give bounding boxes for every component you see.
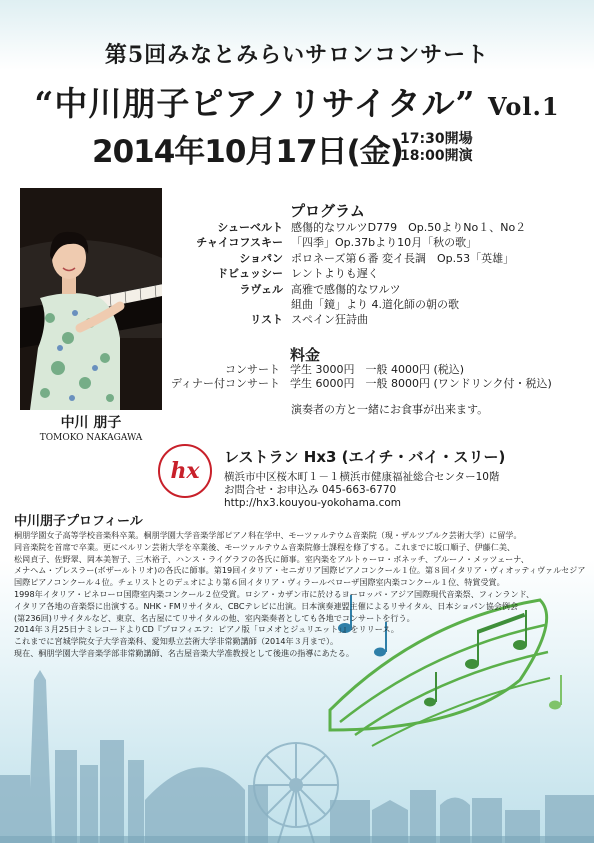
work: 高雅で感傷的なワルツ: [291, 282, 401, 296]
restaurant-logo: [158, 444, 212, 498]
open-time: 17:30開場: [400, 131, 473, 147]
profile-line: イタリア各地の音楽祭に出演する。NHK・FMリサイタル、CBCテレビに出演。日本演奏連盟主催によるリサイタル、日本ショパン協会例会: [14, 600, 519, 611]
profile-line: 同音楽院を首席で卒業。更にベルリン芸術大学を卒業後、モーツァルテウム音楽院修士課程を修了する。これまでに坂口順子、伊藤仁美、: [14, 541, 516, 552]
recital-title: [0, 78, 594, 125]
concert-series-subtitle: 第5回みなとみらいサロンコンサート: [104, 42, 490, 68]
work: 感傷的なワルツD779 Op.50よりNo１、No２: [291, 221, 527, 234]
fee-list: [168, 363, 552, 391]
program-heading: プログラム: [290, 202, 365, 220]
concert-date: 2014年10月17日(金): [92, 134, 403, 170]
program-item: [168, 266, 526, 281]
start-time: 18:00開演: [400, 148, 473, 164]
venue-address: 横浜市中区桜木町１－１横浜市健康福祉総合センター10階: [224, 471, 500, 483]
work: スペイン狂詩曲: [291, 313, 368, 327]
profile-line: 1998年イタリア・ピネローロ国際室内楽コンクール２位受賞。ロシア・カザン市に於けるヨーロッパ・アジア国際現代音楽祭、フィンランド、: [14, 588, 535, 599]
profile-line: 松岡貞子、佐野翠、岡本美智子、三木裕子、ハンス・ライグラフの各氏に師事。室内楽をアルトゥーロ・ボネッチ、ブルーノ・メッツェーナ、: [14, 553, 529, 564]
work: ポロネーズ第６番 変イ長調 Op.53「英雄」: [291, 251, 515, 265]
performer-at-piano-illustration: [20, 188, 162, 410]
profile-line: メナヘム・プレスラー(ボザールトリオ)の各氏に師事。第19回イタリア・セニガリア国際ピアノコンクール１位。第８回イタリア・ヴィオッティヴァルセジア: [14, 565, 586, 576]
work: 「四季」Op.37bより10月「秋の歌」: [291, 236, 478, 250]
fee-value: 学生 6000円 一般 8000円 (ワンドリンク付・税込): [290, 377, 552, 390]
venue-name: レストラン Hx3 (エイチ・バイ・スリー): [224, 448, 506, 466]
program-list: [168, 220, 526, 328]
composer: チャイコフスキー: [196, 236, 283, 250]
fee-note: 演奏者の方と一緒にお食事が出来ます。: [291, 403, 489, 416]
composer: ドビュッシー: [217, 267, 283, 281]
volume-label: Vol.1: [487, 92, 560, 121]
program-item: [168, 220, 526, 235]
fee-item: [168, 363, 552, 377]
composer: ショパン: [239, 251, 283, 265]
program-item: [168, 282, 526, 297]
program-item: [168, 297, 526, 312]
profile-text: [14, 530, 592, 660]
fee-heading: 料金: [290, 346, 321, 364]
venue-info: [224, 471, 499, 510]
venue-contact: お問合せ・お申込み 045-663-6770: [224, 484, 397, 496]
composer: [168, 297, 291, 312]
profile-line: 桐朋学園女子高等学校音楽科卒業。桐朋学園大学音楽学部ピアノ科在学中、モーツァルテウム音楽院（現・ザルツブルク芸術大学）に留学。: [14, 530, 522, 540]
recital-title-text: “中川朋子ピアノリサイタル”: [34, 84, 476, 123]
hx-logo-icon: [160, 446, 210, 496]
fee-label: コンサート: [225, 363, 280, 376]
performer-name: 中川 朋子: [60, 415, 122, 431]
fee-item: [168, 377, 552, 391]
performer-photo: [20, 188, 162, 410]
profile-line: 国際ピアノコンクール４位。チェリストとのデュオにより第６回イタリア・ヴィラールベローザ国際室内楽コンクール１位、特賞受賞。: [14, 577, 505, 588]
venue-url[interactable]: http://hx3.kouyou-yokohama.com: [224, 497, 402, 509]
work: レントよりも遅く: [291, 267, 379, 281]
profile-line: 現在、桐朋学園大学音楽学部非常勤講師、名古屋音楽大学准教授として後進の指導にあたる。: [14, 647, 354, 658]
profile-line: (第236回)リサイタルなど、東京、名古屋にてリサイタルの他、室内楽奏者としても各地でコンサートを行う。: [14, 612, 415, 623]
program-item: [168, 251, 526, 266]
fee-label: ディナー付コンサート: [170, 377, 280, 390]
composer: リスト: [250, 313, 283, 327]
composer: シューベルト: [217, 221, 283, 234]
profile-line: 2014年３月25日ナミレコードよりCD『プロフィエフ：ピアノ版「ロメオとジュリエット」』をリリース。: [14, 624, 399, 635]
composer: ラヴェル: [239, 282, 283, 296]
performer-name-roman: TOMOKO NAKAGAWA: [39, 433, 143, 443]
program-item: [168, 312, 526, 327]
profile-line: これまでに宮城学院女子大学音楽科、愛知県立芸術大学非常勤講師（2014年３月まで）。: [14, 636, 339, 647]
work: 組曲「鏡」より 4.道化師の朝の歌: [291, 298, 459, 312]
profile-heading: 中川朋子プロフィール: [14, 514, 143, 529]
concert-times: [400, 131, 473, 165]
program-item: [168, 235, 526, 250]
fee-value: 学生 3000円 一般 4000円 (税込): [290, 363, 465, 376]
logo-text: hx: [170, 458, 200, 484]
